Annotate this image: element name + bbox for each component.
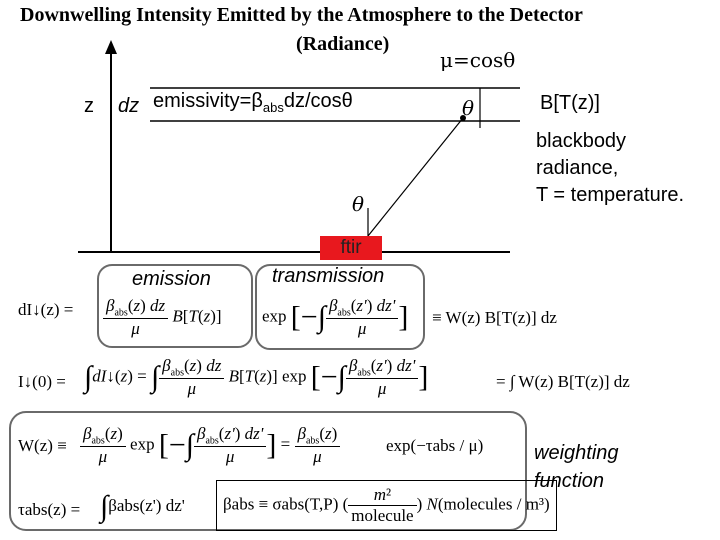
blackbody-line-2: radiance,	[536, 157, 619, 179]
mu-definition: μ=cosθ	[440, 48, 516, 72]
eq3-exponential: exp(−τabs / μ)	[386, 436, 484, 455]
title-line-2: (Radiance)	[296, 33, 390, 55]
slant-ray	[368, 118, 463, 236]
eq3-terms: $\frac{\beta_{abs}(z)}{\mu}$ exp [−∫ $\frac{\beta_{abs}(z') dz'}{\mu}$ ] = $\frac{\beta_{abs}(z)}{\mu}$	[80, 424, 340, 467]
planck-label: B[T(z)]	[540, 92, 600, 114]
emissivity-label: $emissivity=\beta_{abs}dz$/cosθ	[153, 90, 353, 115]
eq4-integral: ∫βabs(z') dz'	[100, 490, 185, 523]
weighting-definition: W(z) ≡	[18, 436, 67, 455]
equation-integral: I↓(0) =	[18, 372, 66, 391]
blackbody-line-1: blackbody	[536, 130, 627, 152]
title-line-1: Downwelling Intensity Emitted by the Atmosphere to the Detector	[20, 4, 583, 26]
eq2-weighting-form: = ∫ W(z) B[T(z)] dz	[496, 372, 630, 391]
absorption-coefficient-box: βabs ≡ σabs(T,P) ( $\frac{\text{m²}}{\text{molecule}}$ ) N(molecules / m³)	[216, 480, 557, 531]
optical-depth-definition: τabs(z) =	[18, 500, 81, 519]
transmission-label: transmission	[272, 265, 385, 287]
emission-label: emission	[132, 268, 211, 290]
weighting-label-1: weighting	[534, 442, 619, 464]
eq1-transmission-term: exp [−∫ $\frac{\beta_{abs}(z') dz'}{\mu}$ ]	[262, 296, 409, 339]
z-axis-arrow	[105, 40, 117, 54]
blackbody-line-3: T = temperature.	[536, 184, 685, 206]
equation-differential: dI↓(z) =	[18, 300, 74, 319]
weighting-label-2: function	[534, 470, 605, 492]
z-label: z	[84, 95, 94, 117]
theta-lower: θ	[352, 192, 365, 216]
theta-upper: θ	[462, 96, 475, 120]
eq1-weighting-form: ≡ W(z) B[T(z)] dz	[432, 308, 557, 327]
dz-label: dz	[118, 95, 140, 117]
eq1-emission-term: $\frac{\beta_{abs}(z) dz}{\mu}$ B[T(z)]	[103, 296, 222, 339]
eq2-integrand: ∫dI↓(z) = ∫ $\frac{\beta_{abs}(z) dz}{\mu}$ B[T(z)] exp [−∫ $\frac{\beta_{abs}(z') dz'}{\mu}$ ]	[84, 356, 429, 399]
ftir-detector: ftir	[320, 236, 382, 260]
